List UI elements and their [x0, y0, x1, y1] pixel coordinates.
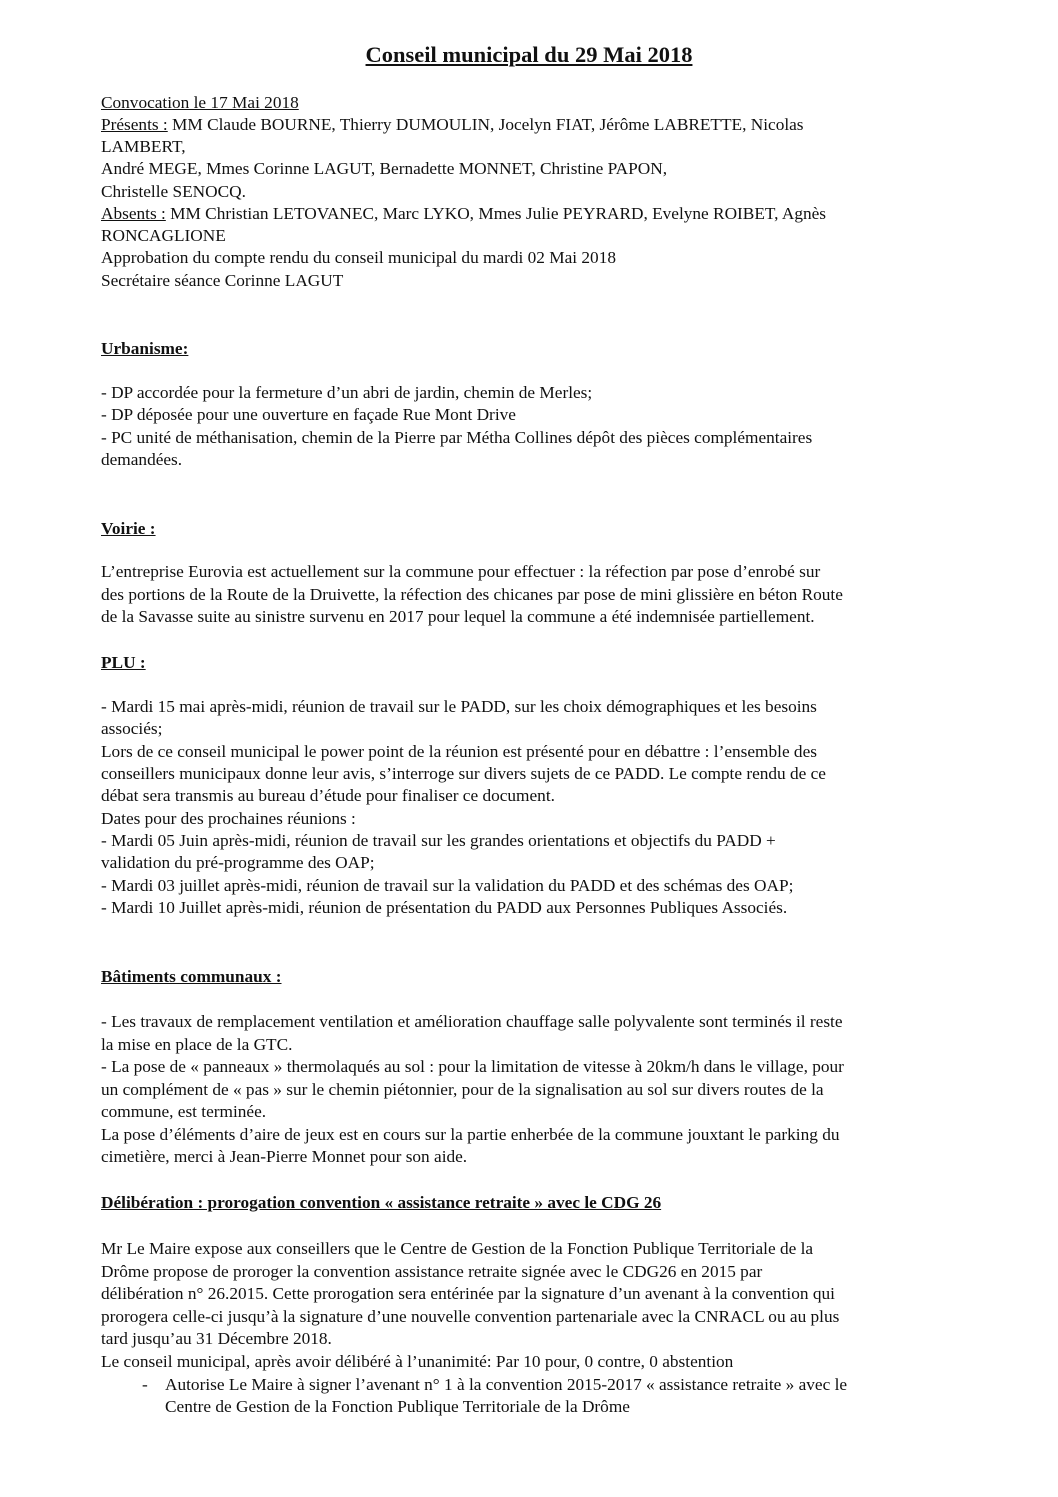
secretaire-line: Secrétaire séance Corinne LAGUT: [101, 271, 344, 290]
presents-line-4: Christelle SENOCQ.: [101, 182, 246, 201]
deliberation-line-2: Drôme propose de proroger la convention assistance retraite signée avec le CDG26 en 2015 par: [101, 1262, 763, 1281]
absents-names-1: MM Christian LETOVANEC, Marc LYKO, Mmes Julie PEYRARD, Evelyne ROIBET, Agnès: [165, 204, 827, 223]
absents-line-2: RONCAGLIONE: [101, 226, 226, 245]
document-title: Conseil municipal du 29 Mai 2018: [365, 42, 693, 67]
deliberation-line-5: tard jusqu’au 31 Décembre 2018.: [101, 1329, 332, 1348]
deliberation-heading: Délibération : prorogation convention « assistance retraite » avec le CDG 26: [101, 1193, 662, 1212]
plu-line-4: conseillers municipaux donne leur avis, s’interroge sur divers sujets de ce PADD. Le compte rendu de ce: [101, 764, 826, 783]
presents-line-1: [101, 114, 804, 136]
voirie-line-1: L’entreprise Eurovia est actuellement sur la commune pour effectuer : la réfection par pose d’enrobé sur: [101, 562, 821, 581]
plu-line-5: débat sera transmis au bureau d’étude pour finaliser ce document.: [101, 786, 555, 805]
presents-line-2: LAMBERT,: [101, 137, 186, 156]
plu-line-8: validation du pré-programme des OAP;: [101, 853, 375, 872]
batiments-line-3: - La pose de « panneaux » thermolaqués au sol : pour la limitation de vitesse à 20km/h dans le village, pour: [101, 1057, 844, 1076]
urbanisme-line-2: - DP déposée pour une ouverture en façade Rue Mont Drive: [101, 405, 516, 424]
approbation-line: Approbation du compte rendu du conseil municipal du mardi 02 Mai 2018: [101, 248, 616, 267]
presents-line-3: André MEGE, Mmes Corinne LAGUT, Bernadette MONNET, Christine PAPON,: [101, 159, 668, 178]
bullet-item-line-1: Autorise Le Maire à signer l’avenant n° 1 à la convention 2015-2017 « assistance retraite » avec le: [165, 1375, 848, 1394]
plu-line-6: Dates pour des prochaines réunions :: [101, 809, 356, 828]
presents-names-1: MM Claude BOURNE, Thierry DUMOULIN, Jocelyn FIAT, Jérôme LABRETTE, Nicolas: [167, 115, 804, 134]
plu-line-2: associés;: [101, 719, 163, 738]
batiments-line-1: - Les travaux de remplacement ventilation et amélioration chauffage salle polyvalente sont terminés il reste: [101, 1012, 843, 1031]
plu-line-3: Lors de ce conseil municipal le power point de la réunion est présenté pour en débattre : l’ensemble des: [101, 742, 817, 761]
batiments-line-6: La pose d’éléments d’aire de jeux est en cours sur la partie enherbée de la commune jouxtant le parking du: [101, 1125, 840, 1144]
absents-line-1: [101, 203, 826, 225]
urbanisme-line-1: - DP accordée pour la fermeture d’un abri de jardin, chemin de Merles;: [101, 383, 593, 402]
convocation-line: Convocation le 17 Mai 2018: [101, 93, 299, 112]
batiments-heading: Bâtiments communaux :: [101, 967, 282, 986]
batiments-line-2: la mise en place de la GTC.: [101, 1035, 293, 1054]
deliberation-line-3: délibération n° 26.2015. Cette prorogation sera entérinée par la signature d’un avenant à la convention qui: [101, 1284, 835, 1303]
urbanisme-line-4: demandées.: [101, 450, 183, 469]
bullet-dash: -: [142, 1375, 148, 1394]
urbanisme-heading: Urbanisme:: [101, 339, 189, 358]
deliberation-line-6: Le conseil municipal, après avoir délibéré à l’unanimité: Par 10 pour, 0 contre, 0 abstention: [101, 1352, 734, 1371]
plu-line-7: - Mardi 05 Juin après-midi, réunion de travail sur les grandes orientations et objectifs du PADD +: [101, 831, 776, 850]
presents-label: Présents :: [101, 115, 168, 134]
plu-heading: PLU :: [101, 653, 146, 672]
deliberation-line-4: prorogera celle-ci jusqu’à la signature d’une nouvelle convention partenariale avec la CNRACL ou au plus: [101, 1307, 840, 1326]
voirie-heading: Voirie :: [101, 519, 156, 538]
bullet-item-line-2: Centre de Gestion de la Fonction Publique Territoriale de la Drôme: [165, 1397, 630, 1416]
deliberation-line-1: Mr Le Maire expose aux conseillers que le Centre de Gestion de la Fonction Publique Territoriale de la: [101, 1239, 814, 1258]
plu-line-9: - Mardi 03 juillet après-midi, réunion de travail sur la validation du PADD et des schémas des OAP;: [101, 876, 794, 895]
absents-label: Absents :: [101, 204, 166, 223]
batiments-line-7: cimetière, merci à Jean-Pierre Monnet pour son aide.: [101, 1147, 468, 1166]
urbanisme-line-3: - PC unité de méthanisation, chemin de la Pierre par Métha Collines dépôt des pièces complémentaires: [101, 428, 813, 447]
batiments-line-4: un complément de « pas » sur le chemin piétonnier, pour de la signalisation au sol sur divers routes de la: [101, 1080, 824, 1099]
voirie-line-2: des portions de la Route de la Druivette, la réfection des chicanes par pose de mini glissière en béton Route: [101, 585, 843, 604]
plu-line-1: - Mardi 15 mai après-midi, réunion de travail sur le PADD, sur les choix démographiques et les besoins: [101, 697, 817, 716]
voirie-line-3: de la Savasse suite au sinistre survenu en 2017 pour lequel la commune a été indemnisée partiellement.: [101, 607, 815, 626]
plu-line-10: - Mardi 10 Juillet après-midi, réunion de présentation du PADD aux Personnes Publiques Associés.: [101, 898, 788, 917]
batiments-line-5: commune, est terminée.: [101, 1102, 267, 1121]
